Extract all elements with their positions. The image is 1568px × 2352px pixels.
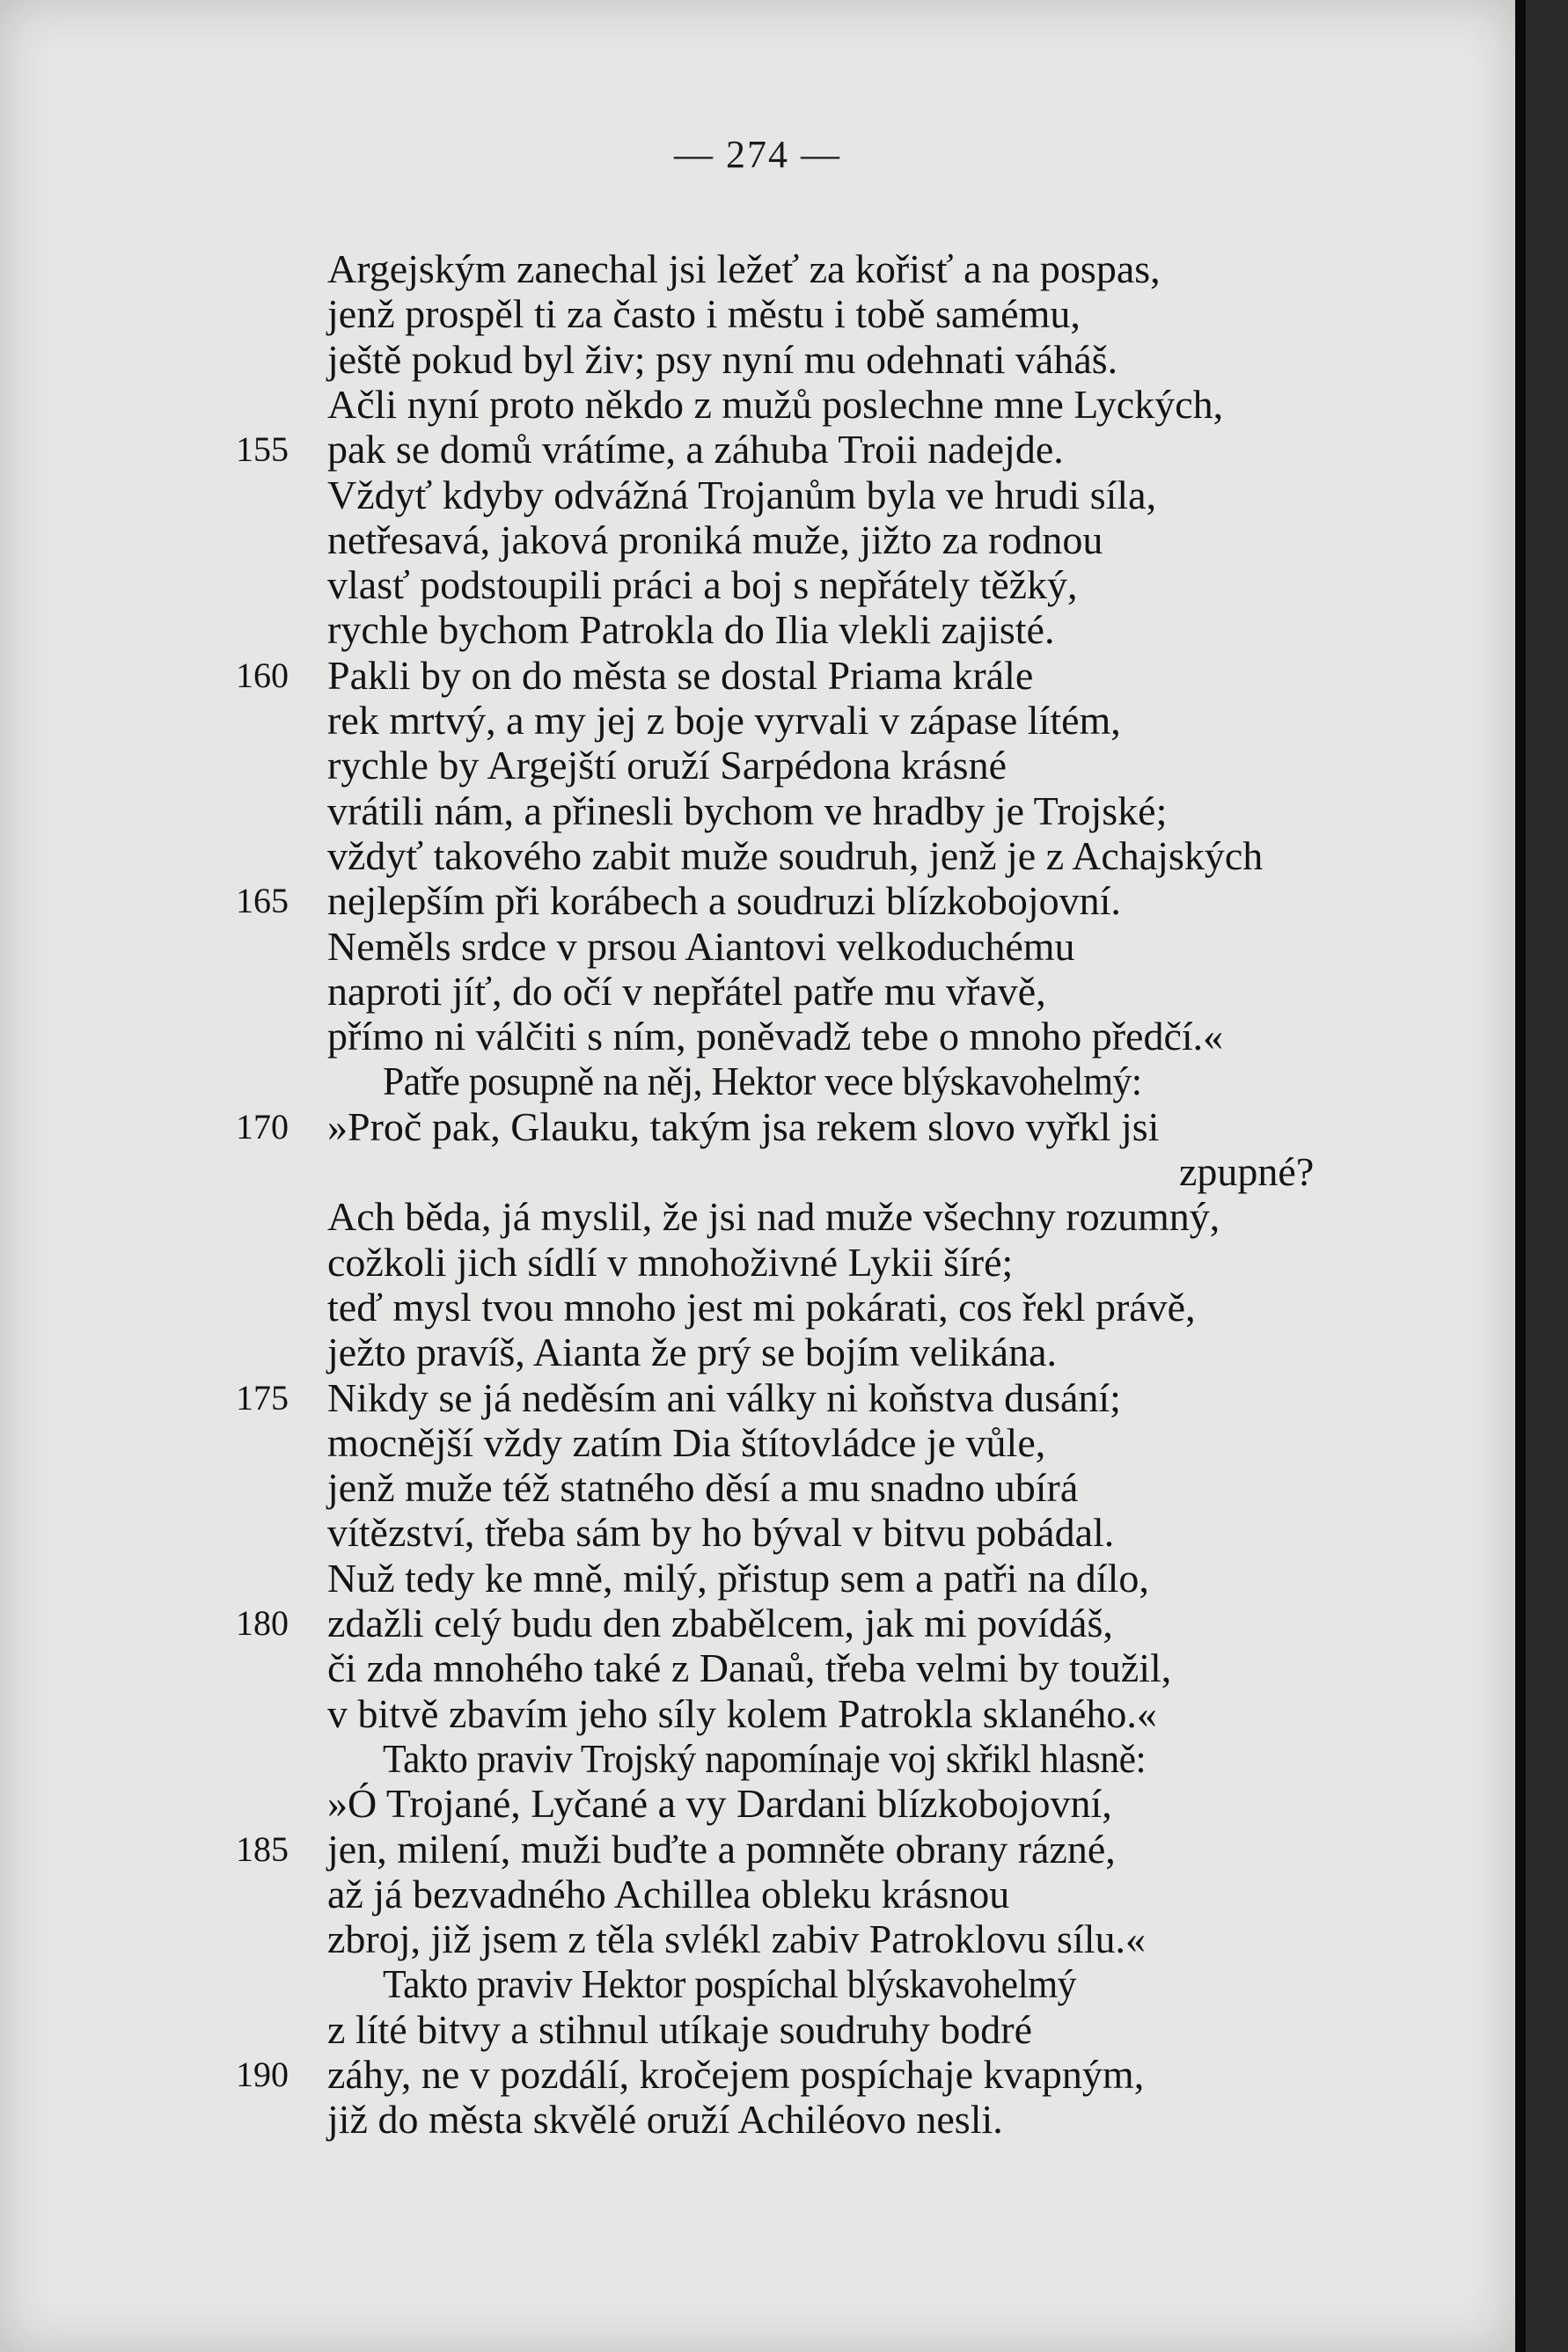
poem-line: ještě pokud byl živ; psy nyní mu odehnati váháš.	[327, 337, 1118, 382]
poem-line: Ach běda, já myslil, že jsi nad muže všechny rozumný,	[327, 1194, 1220, 1239]
poem-line: »Proč pak, Glauku, takým jsa rekem slovo vyřkl jsi	[327, 1104, 1160, 1149]
line-number: 175	[236, 1378, 289, 1418]
line-number: 190	[236, 2055, 289, 2094]
poem-line: záhy, ne v pozdálí, kročejem pospíchaje kvapným,	[327, 2052, 1145, 2097]
poem-line: Vždyť kdyby odvážná Trojanům byla ve hrudi síla,	[327, 473, 1157, 517]
line-number: 155	[236, 429, 289, 469]
poem-line: rek mrtvý, a my jej z boje vyrvali v zápase lítém,	[327, 698, 1121, 743]
poem-line: Nikdy se já neděsím ani války ni koňstva dusání;	[327, 1375, 1121, 1420]
poem-line: zdažli celý budu den zbabělcem, jak mi povídáš,	[327, 1601, 1113, 1645]
line-number: 160	[236, 656, 289, 695]
poem-line: netřesavá, jaková proniká muže, jižto za rodnou	[327, 517, 1103, 562]
poem-line: zbroj, již jsem z těla svlékl zabiv Patroklovu sílu.«	[327, 1916, 1147, 1961]
poem-line: Ačli nyní proto někdo z mužů poslechne mne Lyckých,	[327, 382, 1224, 427]
poem-line: teď mysl tvou mnoho jest mi pokárati, cos řekl právě,	[327, 1285, 1196, 1330]
poem-line: jen, milení, muži buďte a pomněte obrany rázné,	[327, 1827, 1116, 1872]
poem-line: »Ó Trojané, Lyčané a vy Dardani blízkobojovní,	[327, 1781, 1112, 1826]
poem-line: rychle by Argejští oruží Sarpédona krásné	[327, 743, 1007, 788]
adjacent-page-margin	[1526, 0, 1568, 2352]
poem-line: rychle bychom Patrokla do Ilia vlekli zajisté.	[327, 607, 1055, 652]
poem-line: v bitvě zbavím jeho síly kolem Patrokla sklaného.«	[327, 1691, 1157, 1736]
poem-line: Takto praviv Hektor pospíchal blýskavohelmý	[383, 1961, 1076, 2006]
poem-line: jenž prospěl ti za často i městu i tobě samému,	[327, 291, 1081, 336]
page-edge	[1515, 0, 1526, 2352]
poem-line: přímo ni válčiti s ním, poněvadž tebe o mnoho předčí.«	[327, 1014, 1224, 1059]
poem-line: jenž muže též statného děsí a mu snadno ubírá	[327, 1465, 1079, 1510]
poem-line: z líté bitvy a stihnul utíkaje soudruhy bodré	[327, 2007, 1033, 2052]
poem-line: až já bezvadného Achillea obleku krásnou	[327, 1872, 1010, 1916]
poem-line: naproti jíť, do očí v nepřátel patře mu vřavě,	[327, 969, 1046, 1014]
poem-line: nejlepším při korábech a soudruzi blízkobojovní.	[327, 878, 1121, 923]
poem-line: Pakli by on do města se dostal Priama krále	[327, 653, 1034, 698]
line-number: 165	[236, 881, 289, 920]
poem-line: Neměls srdce v prsou Aiantovi velkoduchému	[327, 924, 1075, 969]
poem-line: ježto pravíš, Aianta že prý se bojím velikána.	[327, 1330, 1058, 1374]
poem-line: Argejským zanechal jsi ležeť za kořisť a na pospas,	[327, 246, 1161, 291]
poem-line: vítězství, třeba sám by ho býval v bitvu pobádal.	[327, 1510, 1115, 1555]
poem-line: Takto praviv Trojský napomínaje voj skřikl hlasně:	[383, 1736, 1147, 1781]
line-number: 185	[236, 1829, 289, 1869]
page-number: — 274 —	[674, 133, 841, 176]
poem-line: vrátili nám, a přinesli bychom ve hradby je Trojské;	[327, 788, 1168, 833]
line-number: 170	[236, 1107, 289, 1147]
line-number: 180	[236, 1603, 289, 1643]
poem-line: cožkoli jich sídlí v mnohoživné Lykii šíré;	[327, 1240, 1014, 1285]
poem-line: mocnější vždy zatím Dia štítovládce je vůle,	[327, 1420, 1046, 1465]
poem-line: vlasť podstoupili práci a boj s nepřátely těžký,	[327, 562, 1078, 607]
poem-line: pak se domů vrátíme, a záhuba Troii nadejde.	[327, 427, 1064, 472]
poem-line: již do města skvělé oruží Achiléovo nesli.	[327, 2097, 1003, 2142]
poem-line: zpupné?	[1179, 1149, 1315, 1194]
poem-line: vždyť takového zabit muže soudruh, jenž je z Achajských	[327, 833, 1264, 878]
poem-line: Nuž tedy ke mně, milý, přistup sem a patři na dílo,	[327, 1556, 1149, 1601]
poem-line: Patře posupně na něj, Hektor vece blýskavohelmý:	[383, 1059, 1142, 1103]
poem-line: či zda mnohého také z Danaů, třeba velmi by toužil,	[327, 1645, 1172, 1690]
